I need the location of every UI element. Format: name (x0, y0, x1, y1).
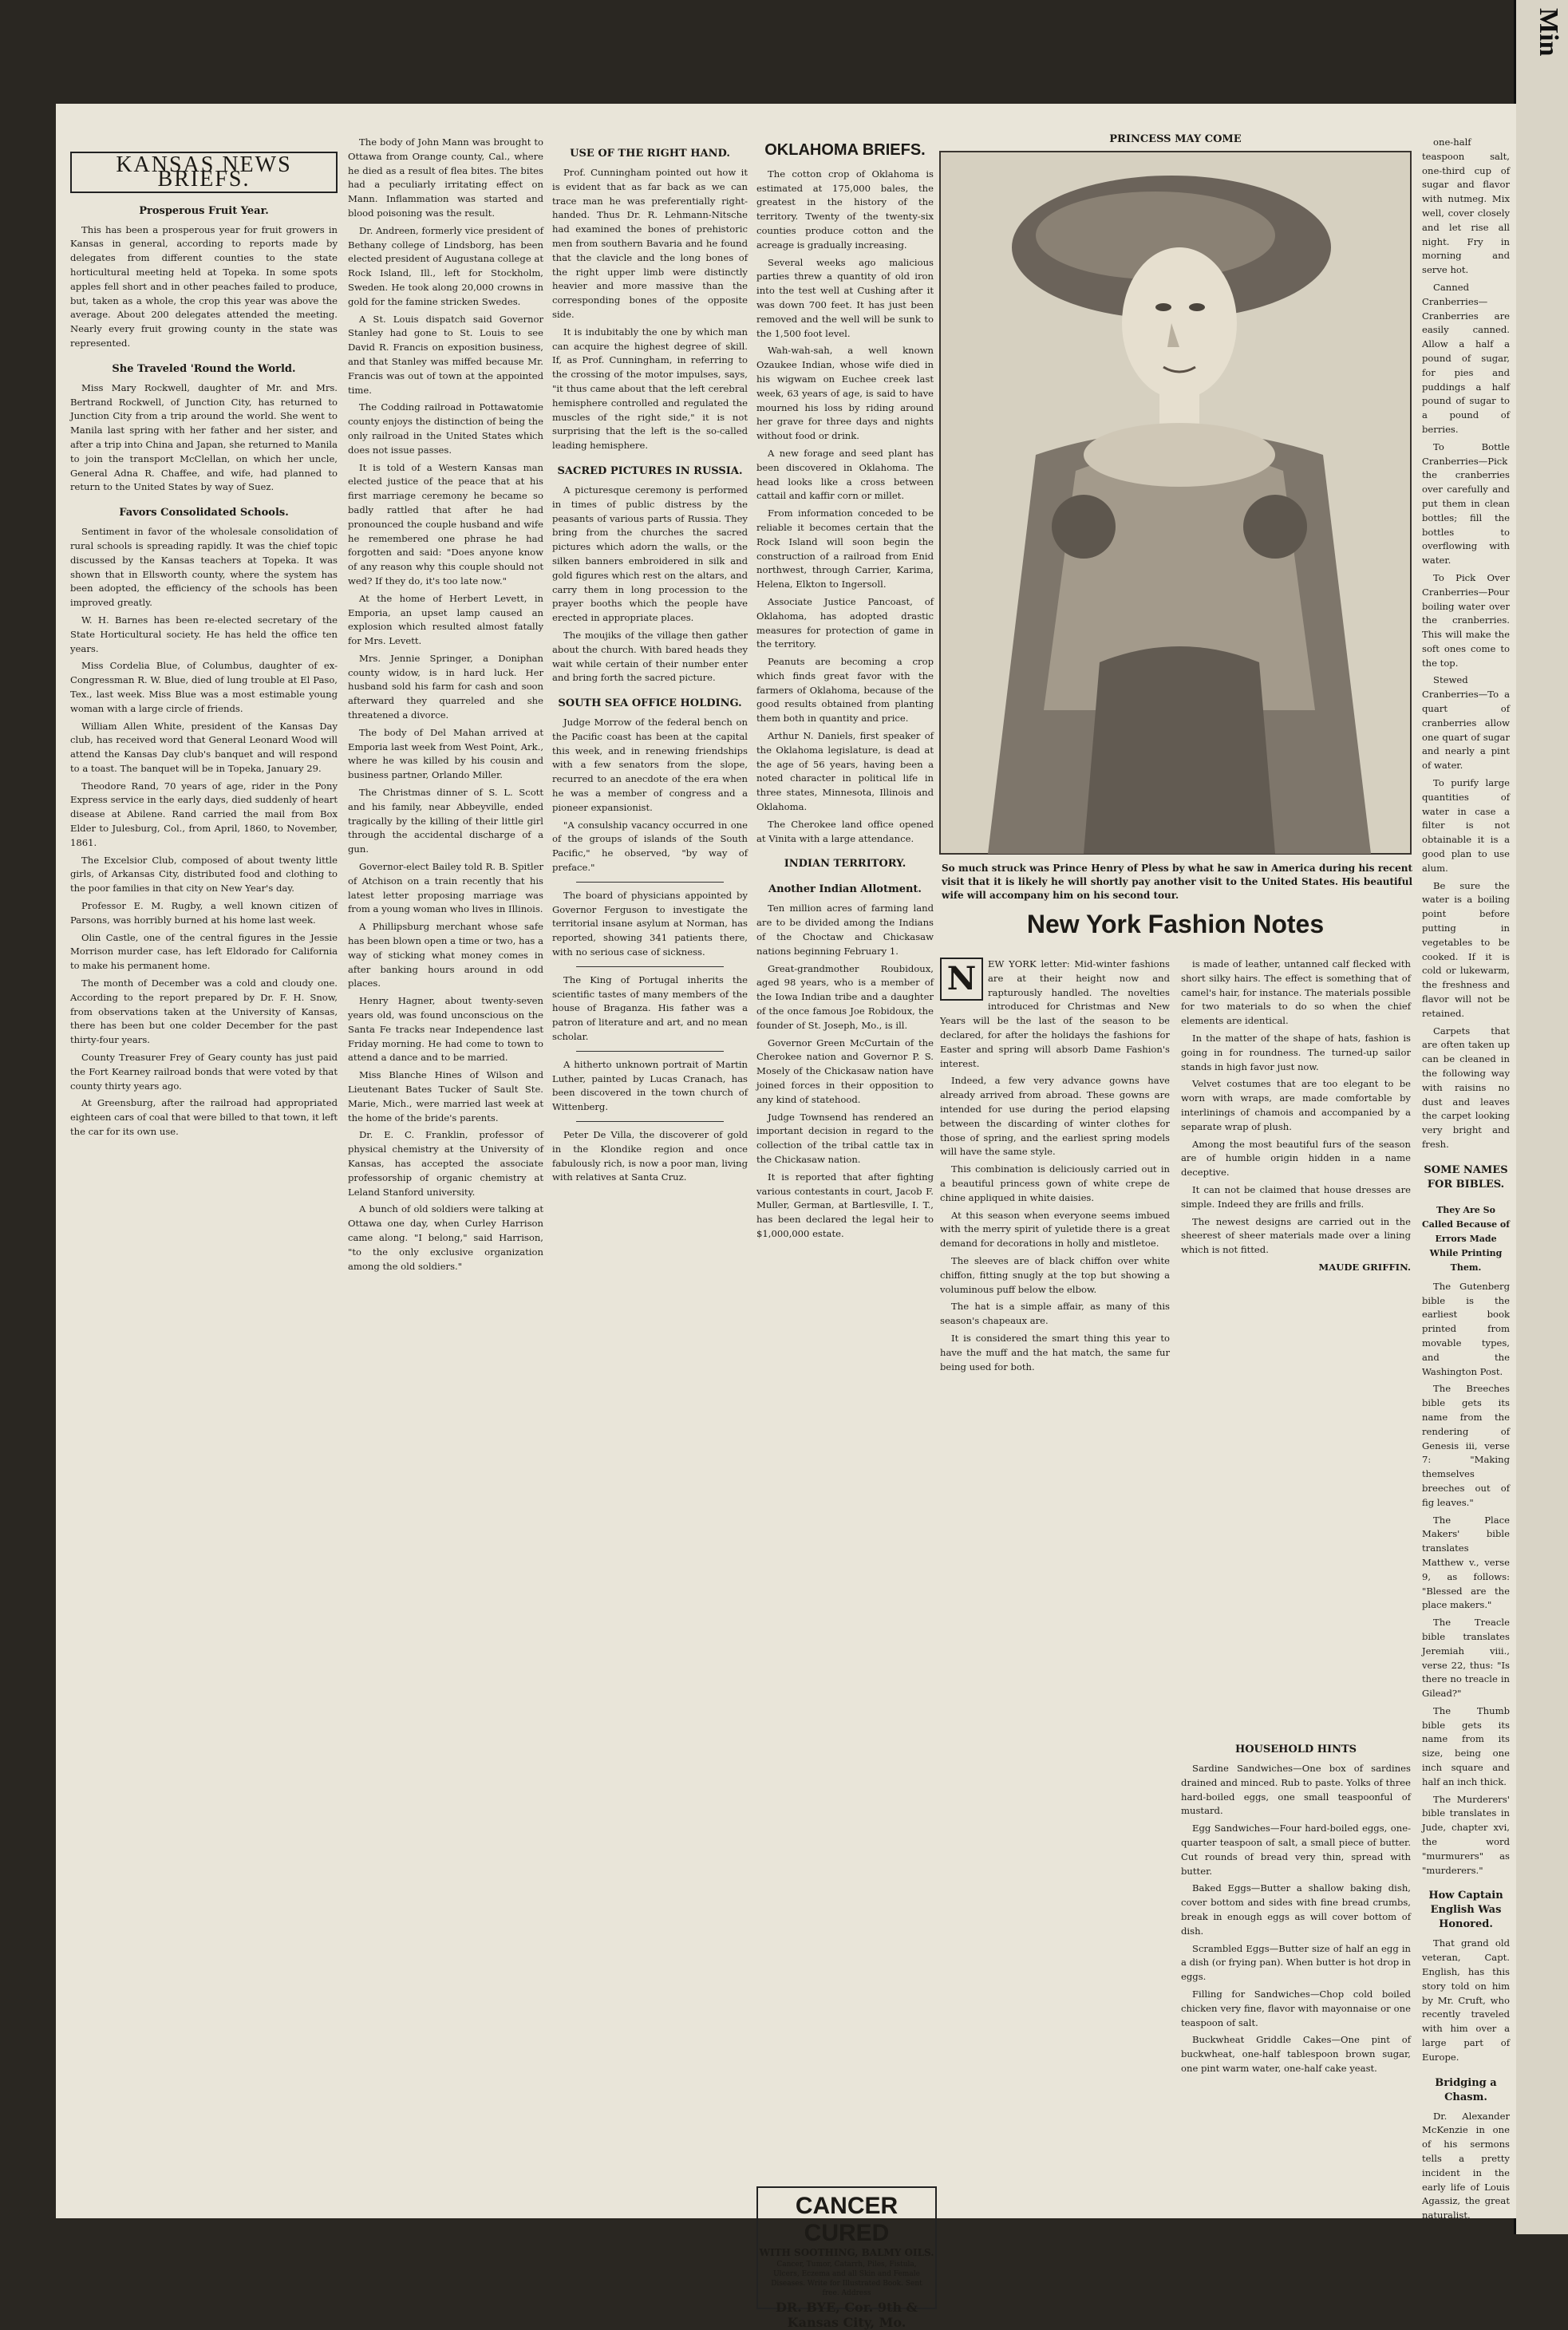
ad-address: DR. BYE, Cor. 9th & Kansas City, Mo. (776, 2300, 918, 2330)
article-paragraph: Dr. Alexander McKenzie in one of his sermons tells a pretty incident in the early life of Louis Agassiz, the great naturalist. (1422, 2110, 1510, 2221)
article-paragraph: Stewed Cranberries—To a quart of cranberries allow one quart of sugar and nearly a pint of water. (1422, 674, 1510, 772)
fashion-column-left (940, 958, 1170, 1692)
headline-consolidated-schools: Favors Consolidated Schools. (119, 507, 289, 519)
ad-body: Cancer, Tumor, Catarrh, Piles, Fistula, Ulcers, Eczema and all Skin and Female Diseases. Write for Illustrated Book. Sent free. Address (771, 2261, 922, 2297)
fashion-column-right (1181, 958, 1411, 1724)
ad-title: CANCER CURED (795, 2193, 899, 2246)
kansas-news-masthead: KANSAS NEWS BRIEFS. (70, 152, 338, 193)
article-paragraph: The Place Makers' bible translates Matthew v., verse 9, as follows: "Blessed are the place makers." (1422, 1514, 1510, 1611)
article-paragraph: The Breeches bible gets its name from the rendering of Genesis iii, verse 7: "Making themselves breeches out of fig leaves." (1422, 1383, 1510, 1508)
headline-right-hand: USE OF THE RIGHT HAND. (570, 148, 730, 160)
article-paragraph: Arthur N. Daniels, first speaker of the Oklahoma legislature, is dead at the age of 56 years, having been a noted character in political life in three states, Minnesota, Illinois and Oklahoma. (756, 730, 934, 813)
article-paragraph: It is told of a Western Kansas man elected justice of the peace that at his first marriage ceremony he became so badly rattled that after he had pronounced the couple husband and wife he remembered one phrase he had forgotten and said: "Does anyone know of any reason why this couple should not wed? If they do, it's too late now." (348, 461, 543, 586)
subheadline-bibles: They Are So Called Because of Errors Made While Printing Them. (1422, 1204, 1510, 1273)
princess-portrait-illustration (940, 152, 1411, 854)
article-paragraph: Buckwheat Griddle Cakes—One pint of buckwheat, one-half tablespoon brown sugar, one pint warm water, one-half cake yeast. (1181, 2034, 1411, 2074)
article-paragraph: At this season when everyone seems imbued with the merry spirit of yuletide there is a great demand for decorations in holly and mistletoe. (940, 1209, 1170, 1250)
article-paragraph: is made of leather, untanned calf flecked with short silky hairs. The effect is something that of camel's hair, for instance. The materials possible for two materials to do so when the chief elements are identical. (1181, 958, 1411, 1027)
adjacent-masthead: Min (1534, 8, 1563, 57)
article-paragraph: Sardine Sandwiches—One box of sardines drained and minced. Rub to paste. Yolks of three hard-boiled eggs, one small teaspoonful of mustard. (1181, 1763, 1411, 1817)
article-paragraph: The board of physicians appointed by Governor Ferguson to investigate the territorial insane asylum at Norman, has reported, showing 341 patients there, with no serious case of sickness. (552, 889, 748, 958)
article-paragraph: Baked Eggs—Butter a shallow baking dish, cover bottom and sides with fine bread crumbs, break in enough eggs as will cover bottom of dish. (1181, 1882, 1411, 1937)
column-kansas-briefs (70, 136, 338, 2210)
article-paragraph: Prof. Cunningham pointed out how it is evident that as far back as we can trace man he was preferentially right-handed. Thus Dr. R. Lehmann-Nitsche had examined the bones of prehistoric men from southern Bavaria and he found that the clavicle and the long bones of the right upper limb were distinctly heavier and more massive than the corresponding bones of the opposite side. (552, 167, 748, 320)
article-paragraph: It can not be claimed that house dresses are simple. Indeed they are frills and frills. (1181, 1183, 1411, 1210)
article-paragraph: Miss Mary Rockwell, daughter of Mr. and Mrs. Bertrand Rockwell, of Junction City, has returned to Junction City from a trip around the world. She went to Manila last spring with her father and her sister, and after a trip into China and Japan, she returned to Manila to join the transport McClellan, on which her uncle, General Adna R. Chaffee, and wife, had planned to return to the United States by way of Suez. (70, 381, 338, 493)
article-paragraph: one-half teaspoon salt, one-third cup of sugar and flavor with nutmeg. Mix well, cover closely and let rise all night. Fry in morning and serve hot. (1422, 136, 1510, 276)
headline-names-for-bibles: SOME NAMES FOR BIBLES. (1424, 1163, 1508, 1191)
article-paragraph: It is considered the smart thing this year to have the muff and the hat match, the same fur being used for both. (940, 1332, 1170, 1372)
article-paragraph: Egg Sandwiches—Four hard-boiled eggs, one-quarter teaspoon of salt, a small piece of butter. Cut rounds of bread very thin, spread with butter. (1181, 1823, 1411, 1877)
article-paragraph: Peter De Villa, the discoverer of gold in the Klondike region and once fabulously rich, is now a poor man, living with relatives at Santa Cruz. (552, 1129, 748, 1183)
article-paragraph: William Allen White, president of the Kansas Day club, has received word that General Leonard Wood will attend the Kansas Day club's banquet and will respond to a toast. The banquet will be in Topeka, January 29. (70, 720, 338, 774)
article-paragraph: Canned Cranberries—Cranberries are easily canned. Allow a half a pound of sugar, for pies and puddings a half pound of sugar to a pound of berries. (1422, 281, 1510, 435)
article-paragraph: Great-grandmother Roubidoux, aged 98 years, who is a member of the Iowa Indian tribe and a daughter of the once famous Joe Robidoux, the founder of St. Joseph, Mo., is ill. (756, 962, 934, 1031)
headline-bridging-chasm: Bridging a Chasm. (1435, 2076, 1497, 2103)
article-paragraph: The moujiks of the village then gather about the church. With bared heads they wait while certain of their number enter and bring forth the sacred picture. (552, 629, 748, 684)
column-kansas-continued (348, 136, 543, 2210)
article-paragraph: It is indubitably the one by which man can acquire the highest degree of skill. If, as Prof. Cunningham, in referring to the crossing of the motor impulses, says, "it thus came about that the left cerebral hemisphere controlled and regulated the muscles of the right side," it is not surprising that the left is the so-called leading hemisphere. (552, 326, 748, 452)
article-paragraph: The sleeves are of black chiffon over white chiffon, fitting snugly at the top but showing a voluminous puff below the elbow. (940, 1254, 1170, 1295)
headline-traveled-world: She Traveled 'Round the World. (112, 362, 296, 375)
headline-sacred-pictures: SACRED PICTURES IN RUSSIA. (557, 464, 743, 477)
column-divider (576, 1121, 724, 1122)
article-paragraph: That grand old veteran, Capt. English, has this story told on him by Mr. Cruft, who recently traveled with him over a large part of Europe. (1422, 1937, 1510, 2063)
article-paragraph: Scrambled Eggs—Butter size of half an egg in a dish (or frying pan). When butter is hot drop in eggs. (1181, 1942, 1411, 1983)
headline-indian-allotment: Another Indian Allotment. (768, 883, 922, 896)
article-paragraph: In the matter of the shape of hats, fashion is going in for roundness. The turned-up sailor stands in high favor just now. (1181, 1032, 1411, 1072)
article-paragraph: Professor E. M. Rugby, a well known citizen of Parsons, was horribly burned at his home last week. (70, 900, 338, 926)
article-paragraph: Associate Justice Pancoast, of Oklahoma, has adopted drastic measures for protection of game in the territory. (756, 595, 934, 650)
article-paragraph: Judge Townsend has rendered an important decision in regard to the collection of the tribal cattle tax in the Chickasaw nation. (756, 1111, 934, 1165)
article-paragraph: Sentiment in favor of the wholesale consolidation of rural schools is spreading rapidly. It was the chief topic discussed by the Kansas teachers at Topeka. It was shown that in Ellsworth county, where the system has been adopted, the efficiency of the schools has been improved greatly. (70, 526, 338, 609)
article-paragraph: The hat is a simple affair, as many of this season's chapeaux are. (940, 1301, 1170, 1327)
article-paragraph: Dr. E. C. Franklin, professor of physical chemistry at the University of Kansas, has accepted the associate professorship of organic chemistry at Leland Stanford university. (348, 1129, 543, 1198)
article-paragraph: The King of Portugal inherits the scientific tastes of many members of the house of Braganza. His father was a patron of literature and art, and no mean scholar. (552, 973, 748, 1043)
princess-headline: PRINCESS MAY COME (1109, 133, 1242, 145)
article-paragraph: The Murderers' bible translates in Jude, chapter xvi, the word "murmurers" as "murderers." (1422, 1793, 1510, 1876)
portrait-caption: So much struck was Prince Henry of Pless by what he saw in America during his recent visit that it is likely he will shortly pay another visit to the United States. His beautiful wife will accompany him on his second tour. (942, 863, 1412, 901)
ad-subtitle: WITH SOOTHING, BALMY OILS. (759, 2247, 934, 2258)
article-paragraph: A bunch of old soldiers were talking at Ottawa one day, when Curley Harrison came along. "I belong," said Harrison, "to the only exclusive organization among the old soldiers." (348, 1203, 543, 1272)
article-paragraph: Dr. Andreen, formerly vice president of Bethany college of Lindsborg, has been elected president of Augustana college at Rock Island, Ill., left for Stockholm, Sweden. He took along 20,000 crowns in gold for the famine stricken Swedes. (348, 224, 543, 307)
headline-household-hints: HOUSEHOLD HINTS (1234, 1744, 1357, 1755)
article-paragraph: "A consulship vacancy occurred in one of the groups of islands of the South Pacific," he observed, "by way of preface." (552, 819, 748, 874)
article-paragraph: A hitherto unknown portrait of Martin Luther, painted by Lucas Cranach, has been discovered in the town church of Wittenberg. (552, 1058, 748, 1113)
column-divider (576, 966, 724, 967)
headline-fruit-year: Prosperous Fruit Year. (139, 204, 269, 217)
article-paragraph: The Excelsior Club, composed of about twenty little girls, of Arkansas City, distributed food and clothing to the poor families in that city on New Year's day. (70, 854, 338, 894)
article-paragraph: Ten million acres of farming land are to be divided among the Indians of the Choctaw and Chickasaw nations beginning February 1. (756, 902, 934, 957)
article-paragraph: The Gutenberg bible is the earliest book printed from movable types, and the Washington Post. (1422, 1280, 1510, 1377)
article-paragraph: The Treacle bible translates Jeremiah viii., verse 22, thus: "Is there no treacle in Gilead?" (1422, 1617, 1510, 1700)
article-paragraph: Among the most beautiful furs of the season are of humble origin hidden in a name deceptive. (1181, 1138, 1411, 1179)
article-paragraph: From information conceded to be reliable it becomes certain that the Rock Island will soon begin the construction of a railroad from Enid northwest, through Carrier, Karima, Helena, Elkton to Ingersoll. (756, 507, 934, 590)
article-paragraph: This combination is deliciously carried out in a beautiful princess gown of white crepe de chine appliqued in white daisies. (940, 1163, 1170, 1203)
column-oklahoma-briefs (756, 136, 934, 2178)
article-paragraph: The Cherokee land office opened at Vinita with a large attendance. (756, 818, 934, 844)
article-paragraph: A picturesque ceremony is performed in times of public distress by the peasants of various parts of Russia. They bring from the churches the sacred pictures which adorn the walls, or the silken banners embroidered in silk and gold figures which rest on the altars, and carry them in long procession to the prayer booths which the people have erected in appropriate places. (552, 484, 748, 624)
article-paragraph: Governor-elect Bailey told R. B. Spitler of Atchison on a train recently that his latest letter proposing marriage was from a young woman who lives in Illinois. (348, 861, 543, 915)
household-hints-column (1181, 1732, 1411, 2202)
article-paragraph: Wah-wah-sah, a well known Ozaukee Indian, whose wife died in his wigwam on Euchee creek last week, 63 years of age, is said to have mourned his loss by riding around her grave for three days and nights without food or drink. (756, 345, 934, 442)
article-paragraph: Miss Blanche Hines of Wilson and Lieutenant Bates Tucker of Sault Ste. Marie, Mich., were married last week at the home of the bride's parents. (348, 1069, 543, 1124)
portrait-image (940, 152, 1411, 854)
article-paragraph: Governor Green McCurtain of the Cherokee nation and Governor P. S. Mosely of the Chickasaw nation have joined forces in their opposition to any kind of statehood. (756, 1037, 934, 1105)
fashion-signature: MAUDE GRIFFIN. (1318, 1261, 1411, 1273)
article-paragraph: This has been a prosperous year for fruit growers in Kansas in general, according to reports made by delegates from different counties to the state horticultural meeting held at Topeka. In some spots apples fell short and in other peaches failed to produce, but, taken as a whole, the crop this year was above the average. About 200 delegates attended the meeting. Nearly every fruit growing county in the state was represented. (70, 223, 338, 349)
article-paragraph: The Christmas dinner of S. L. Scott and his family, near Abbeyville, ended tragically by the killing of their little girl through the accidental discharge of a gun. (348, 787, 543, 855)
column-recipes-bibles (1422, 136, 1510, 2221)
article-paragraph: The body of Del Mahan arrived at Emporia last week from West Point, Ark., where he was killed by his cousin and business partner, Orlando Miller. (348, 726, 543, 781)
headline-indian-territory: INDIAN TERRITORY. (784, 858, 906, 871)
article-paragraph: To purify large quantities of water in case a filter is not obtainable it is a good plan to use alum. (1422, 777, 1510, 874)
article-paragraph: To Bottle Cranberries—Pick the cranberries over carefully and put them in clean bottles; fill the bottles to overflowing with water. (1422, 440, 1510, 567)
article-paragraph: The cotton crop of Oklahoma is estimated at 175,000 bales, the greatest in the history of the territory. Twenty of the twenty-six counties produce cotton and the acreage is gradually increasing. (756, 168, 934, 251)
article-paragraph: Indeed, a few very advance gowns have already arrived from abroad. These gowns are intended for use during the period elapsing between the discarding of winter clothes for those of spring, and the earliest spring models will have the same style. (940, 1075, 1170, 1158)
article-paragraph: A St. Louis dispatch said Governor Stanley had gone to St. Louis to see David R. Francis on exposition business, and that Stanley was miffed because Mr. Francis was out of town at the appointed time. (348, 313, 543, 396)
column-divider (576, 882, 724, 883)
article-paragraph: Carpets that are often taken up can be cleaned in the following way with raisins no dust and leaves the carpet looking very bright and fresh. (1422, 1025, 1510, 1150)
article-paragraph: At Greensburg, after the railroad had appropriated eighteen cars of coal that were billed to that town, it left the car for its own use. (70, 1097, 338, 1138)
article-paragraph: The body of John Mann was brought to Ottawa from Orange county, Cal., where he died as a result of flea bites. The bites had a peculiarly irritating effect on Mann. Inflammation was started and blood poisoning was the result. (348, 136, 543, 219)
headline-south-sea: SOUTH SEA OFFICE HOLDING. (558, 697, 742, 710)
headline-captain-english: How Captain English Was Honored. (1428, 1890, 1503, 1931)
column-divider (576, 1051, 724, 1052)
article-paragraph: The newest designs are carried out in the sheerest of sheer materials made over a lining which is not fitted. (1181, 1215, 1411, 1256)
article-paragraph: Filling for Sandwiches—Chop cold boiled chicken very fine, flavor with mayonnaise or one teaspoon of salt. (1181, 1988, 1411, 2028)
article-paragraph: It is reported that after fighting various contestants in court, Jacob F. Muller, German, at Bartlesville, I. T., has been declared the legal heir to $1,000,000 estate. (756, 1171, 934, 1239)
newspaper-page (56, 104, 1516, 2330)
adjacent-page-strip (1514, 0, 1568, 2234)
article-paragraph: Olin Castle, one of the central figures in the Jessie Morrison murder case, has left Eldorado for California to make his permanent home. (70, 931, 338, 972)
article-paragraph: Judge Morrow of the federal bench on the Pacific coast has been at the capital this week, and in renewing friendships with a few senators from the slope, recurred to an anecdote of the era when he was a member of congress and a pioneer expansionist. (552, 717, 748, 813)
article-paragraph: Miss Cordelia Blue, of Columbus, daughter of ex-Congressman R. W. Blue, died of lung trouble at El Paso, Tex., last week. Miss Blue was a most estimable young woman with a large circle of friends. (70, 660, 338, 714)
article-paragraph: Several weeks ago malicious parties threw a quantity of old iron into the test well at Cushing after it was down 700 feet. It has just been removed and the well will be sunk to the 1,500 foot level. (756, 256, 934, 339)
article-paragraph: Velvet costumes that are too elegant to be worn with wraps, are made comfortable by interlinings of chamois and accompanied by a separate wrap of plush. (1181, 1078, 1411, 1132)
article-paragraph: A new forage and seed plant has been discovered in Oklahoma. The head looks like a cross between cattail and kaffir corn or millet. (756, 447, 934, 502)
article-paragraph: At the home of Herbert Levett, in Emporia, an upset lamp caused an explosion which resulted almost fatally for Mrs. Levett. (348, 592, 543, 647)
dropcap-letter: N (940, 958, 983, 1001)
fashion-notes-title: New York Fashion Notes (1026, 910, 1325, 938)
article-paragraph: A Phillipsburg merchant whose safe has been blown open a time or two, has a way of sticking what money comes in after banking hours around in odd places. (348, 921, 543, 989)
column-right-hand (552, 136, 748, 2210)
article-paragraph: Theodore Rand, 70 years of age, rider in the Pony Express service in the early days, died suddenly of heart disease at Abilene. Rand carried the mail from Box Elder to Julesburg, Col., from April, 1860, to November, 1861. (70, 780, 338, 848)
article-paragraph: Be sure the water is a boiling point before putting in vegetables to be cooked. If it is cold or lukewarm, the freshness and flavor will not be retained. (1422, 879, 1510, 1019)
article-paragraph: To Pick Over Cranberries—Pour boiling water over the cranberries. This will make the soft ones come to the top. (1422, 571, 1510, 669)
article-paragraph: W. H. Barnes has been re-elected secretary of the State Horticultural society. He has held the office ten years. (70, 614, 338, 654)
cancer-cured-advertisement (756, 2186, 937, 2330)
article-paragraph: Henry Hagner, about twenty-seven years old, was found unconscious on the Santa Fe tracks near Independence last Friday morning. He had come to town to attend a dance and to be married. (348, 995, 543, 1064)
oklahoma-briefs-masthead: OKLAHOMA BRIEFS. (764, 141, 926, 159)
article-paragraph: The Codding railroad in Pottawatomie county enjoys the distinction of being the only railroad in the United States which does not issue passes. (348, 401, 543, 456)
article-paragraph: Mrs. Jennie Springer, a Doniphan county widow, is in hard luck. Her husband sold his farm for cash and soon afterward they quarreled and she threatened a divorce. (348, 652, 543, 721)
article-paragraph: Peanuts are becoming a crop which finds great favor with the farmers of Oklahoma, because of the good results obtained from planting them both in quantity and price. (756, 656, 934, 725)
article-paragraph: The Thumb bible gets its name from its size, being one inch square and half an inch thick. (1422, 1704, 1510, 1787)
article-paragraph: The month of December was a cold and cloudy one. According to the report prepared by Dr. F. H. Snow, from observations taken at the University of Kansas, there has been but one colder December for the past thirty-four years. (70, 977, 338, 1046)
article-paragraph: County Treasurer Frey of Geary county has just paid the Fort Kearney railroad bonds that were voted by that county thirty years ago. (70, 1052, 338, 1092)
article-paragraph: EW YORK letter: Mid-winter fashions are at their height now and rapturously handled. The novelties introduced for Christmas and New Years will be the last of the season to be declared, for after the holidays the fashions for Easter and spring will absorb Dame Fashion's interest. (940, 958, 1170, 1069)
